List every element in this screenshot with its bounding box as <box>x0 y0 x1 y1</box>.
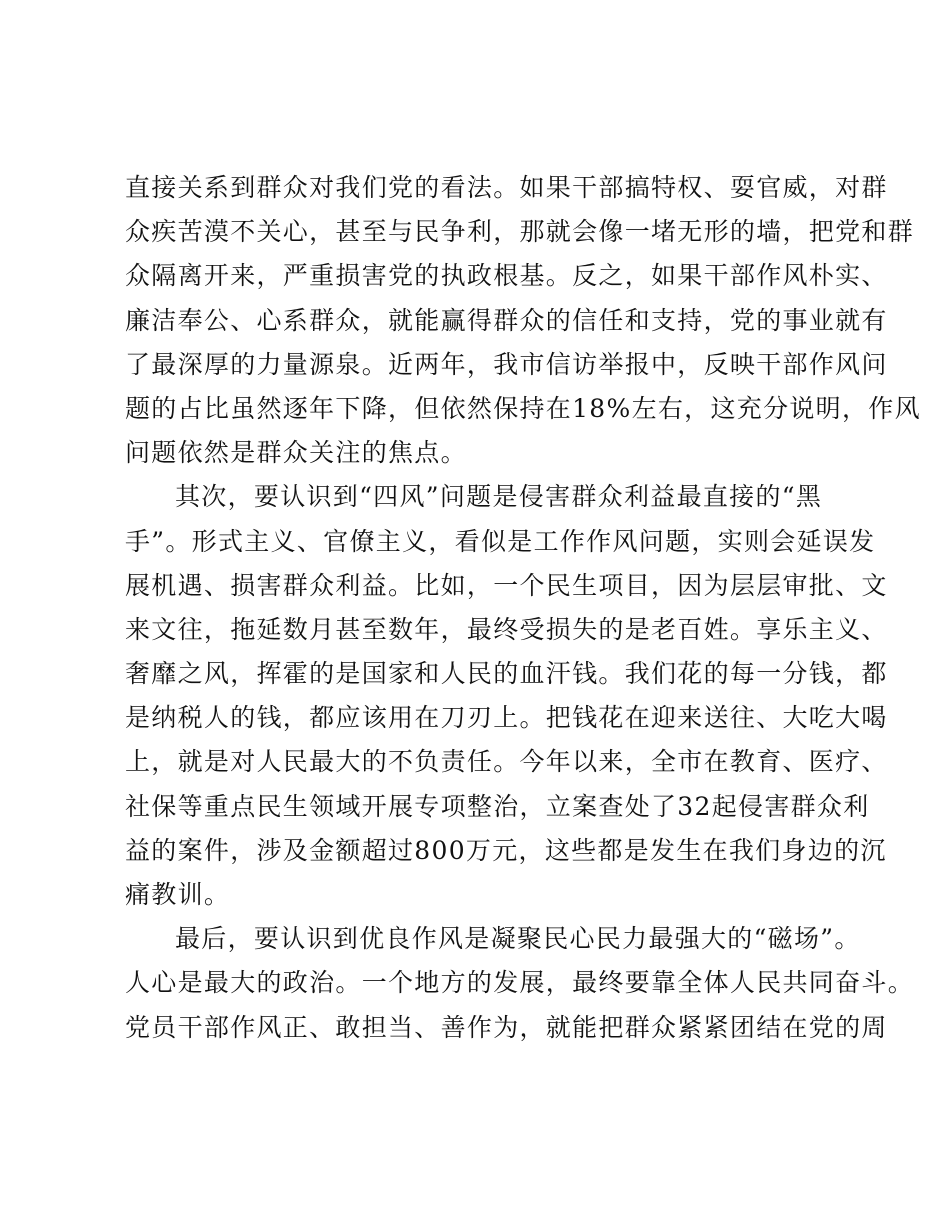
text-line: 了最深厚的力量源泉。近两年，我市信访举报中，反映干部作风问 <box>125 349 888 379</box>
body-text <box>125 166 921 1050</box>
text-line: 题的占比虽然逐年下降，但依然保持在18%左右，这充分说明，作风 <box>125 393 921 423</box>
text-line: 手”。形式主义、官僚主义，看似是工作作风问题，实则会延误发 <box>125 526 876 556</box>
text-line: 众疾苦漠不关心，甚至与民争利，那就会像一堵无形的墙，把党和群 <box>125 217 915 247</box>
text-line: 益的案件，涉及金额超过800万元，这些都是发生在我们身边的沉 <box>125 835 887 865</box>
text-line: 展机遇、损害群众利益。比如，一个民生项目，因为层层审批、文 <box>125 570 888 600</box>
text-line: 人心是最大的政治。一个地方的发展，最终要靠全体人民共同奋斗。 <box>125 968 915 998</box>
text-line: 是纳税人的钱，都应该用在刀刃上。把钱花在迎来送往、大吃大喝 <box>125 703 888 733</box>
text-line: 党员干部作风正、敢担当、善作为，就能把群众紧紧团结在党的周 <box>125 1012 888 1042</box>
text-line: 上，就是对人民最大的不负责任。今年以来，全市在教育、医疗、 <box>125 747 888 777</box>
paragraph-start-line: 其次，要认识到“四风”问题是侵害群众利益最直接的“黑 <box>175 482 823 512</box>
text-line: 直接关系到群众对我们党的看法。如果干部搞特权、耍官威，对群 <box>125 173 888 202</box>
text-line: 社保等重点民生领域开展专项整治，立案查处了32起侵害群众利 <box>125 791 870 821</box>
text-line: 廉洁奉公、心系群众，就能赢得群众的信任和支持，党的事业就有 <box>125 305 888 335</box>
text-line: 众隔离开来，严重损害党的执政根基。反之，如果干部作风朴实、 <box>125 261 888 291</box>
text-line: 痛教训。 <box>125 880 231 909</box>
text-line: 来文往，拖延数月甚至数年，最终受损失的是老百姓。享乐主义、 <box>125 614 888 644</box>
text-line: 奢靡之风，挥霍的是国家和人民的血汗钱。我们花的每一分钱，都 <box>125 659 888 689</box>
text-line: 问题依然是群众关注的焦点。 <box>125 438 467 468</box>
paragraph-start-line: 最后，要认识到优良作风是凝聚民心民力最强大的“磁场”。 <box>175 924 861 954</box>
